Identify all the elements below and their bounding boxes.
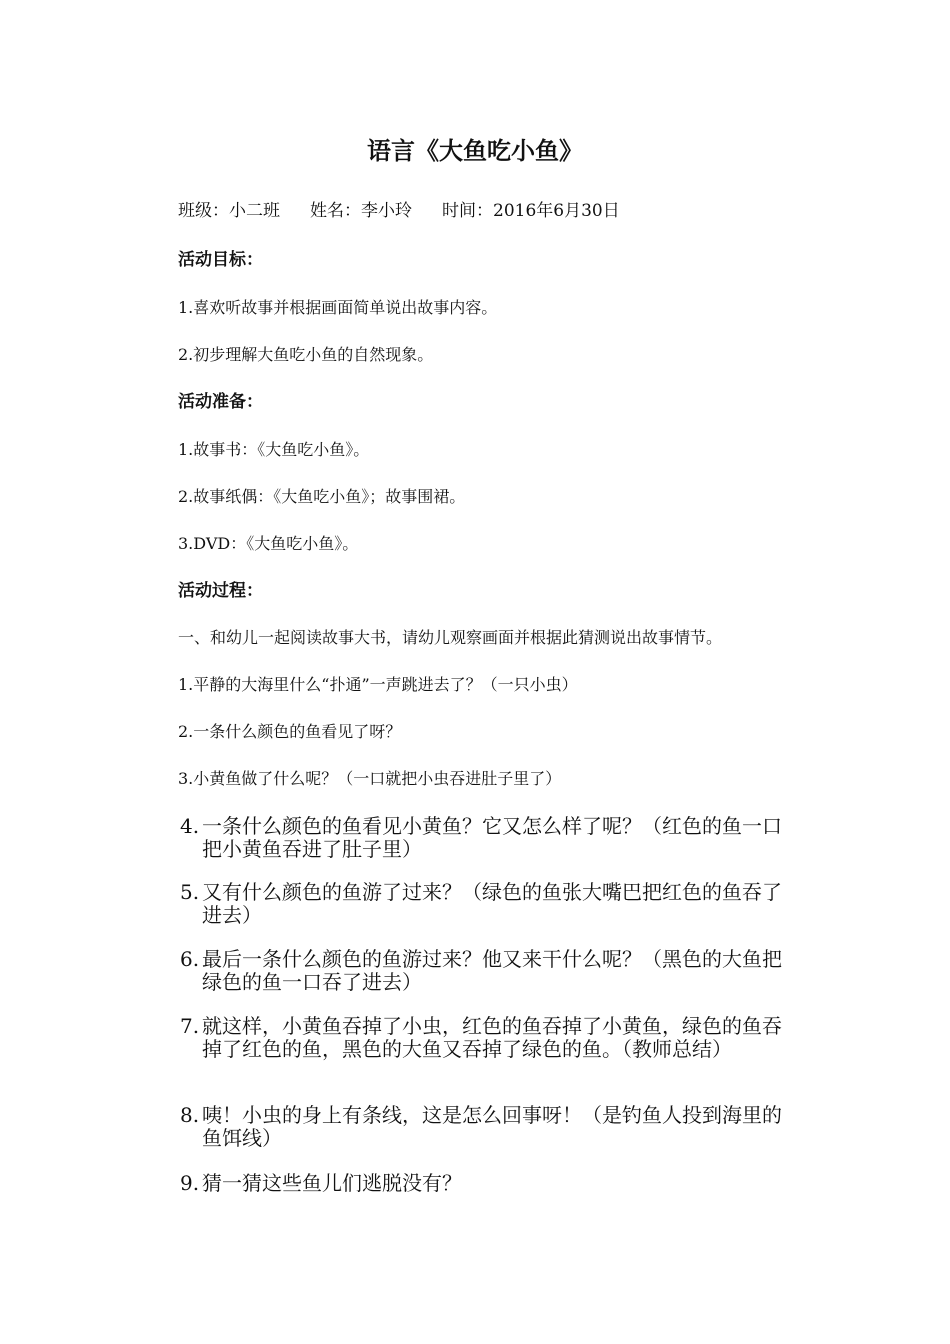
prep-item: 1.故事书：《大鱼吃小鱼》。 (178, 440, 370, 459)
prep-heading: 活动准备： (178, 392, 263, 412)
process-heading: 活动过程： (178, 581, 263, 601)
item-text: 一条什么颜色的鱼看见小黄鱼？它又怎么样了呢？（红色的鱼一口把小黄鱼吞进了肚子里） (202, 814, 782, 861)
item-number: 7. (180, 1014, 200, 1038)
process-item (180, 1104, 800, 1150)
prep-item: 3.DVD：《大鱼吃小鱼》。 (178, 534, 359, 553)
process-item (180, 948, 800, 994)
goals-heading: 活动目标： (178, 250, 263, 270)
process-item: 3.小黄鱼做了什么呢？（一口就把小虫吞进肚子里了） (178, 769, 562, 788)
process-item (180, 881, 800, 927)
item-number: 8. (180, 1103, 200, 1127)
process-item: 1.平静的大海里什么“扑通”一声跳进去了？（一只小虫） (178, 675, 578, 694)
process-item (180, 1172, 800, 1195)
process-intro: 一、和幼儿一起阅读故事大书，请幼儿观察画面并根据此猜测说出故事情节。 (178, 628, 723, 647)
item-text: 咦！小虫的身上有条线，这是怎么回事呀！（是钓鱼人投到海里的鱼饵线） (202, 1103, 782, 1150)
goal-item: 1.喜欢听故事并根据画面简单说出故事内容。 (178, 298, 498, 317)
name-info: 姓名：李小玲 (310, 201, 412, 221)
item-number: 6. (180, 947, 200, 971)
process-item (180, 815, 800, 861)
class-info: 班级：小二班 (178, 201, 280, 221)
info-line (178, 199, 620, 223)
document-title: 语言《大鱼吃小鱼》 (367, 137, 583, 165)
item-number: 5. (180, 880, 200, 904)
goal-item: 2.初步理解大鱼吃小鱼的自然现象。 (178, 345, 434, 364)
process-item (180, 1015, 800, 1061)
time-info: 时间：2016年6月30日 (442, 201, 620, 221)
item-text: 就这样，小黄鱼吞掉了小虫，红色的鱼吞掉了小黄鱼，绿色的鱼吞掉了红色的鱼，黑色的大鱼又吞掉了绿色的鱼。（教师总结） (202, 1014, 782, 1061)
item-number: 9. (180, 1171, 200, 1195)
process-item: 2.一条什么颜色的鱼看见了呀？ (178, 722, 402, 741)
item-text: 又有什么颜色的鱼游了过来？（绿色的鱼张大嘴巴把红色的鱼吞了进去） (202, 880, 782, 927)
prep-item: 2.故事纸偶：《大鱼吃小鱼》；故事围裙。 (178, 487, 466, 506)
item-text: 猜一猜这些鱼儿们逃脱没有？ (202, 1171, 462, 1195)
item-number: 4. (180, 814, 200, 838)
item-text: 最后一条什么颜色的鱼游过来？他又来干什么呢？（黑色的大鱼把绿色的鱼一口吞了进去） (202, 947, 782, 994)
